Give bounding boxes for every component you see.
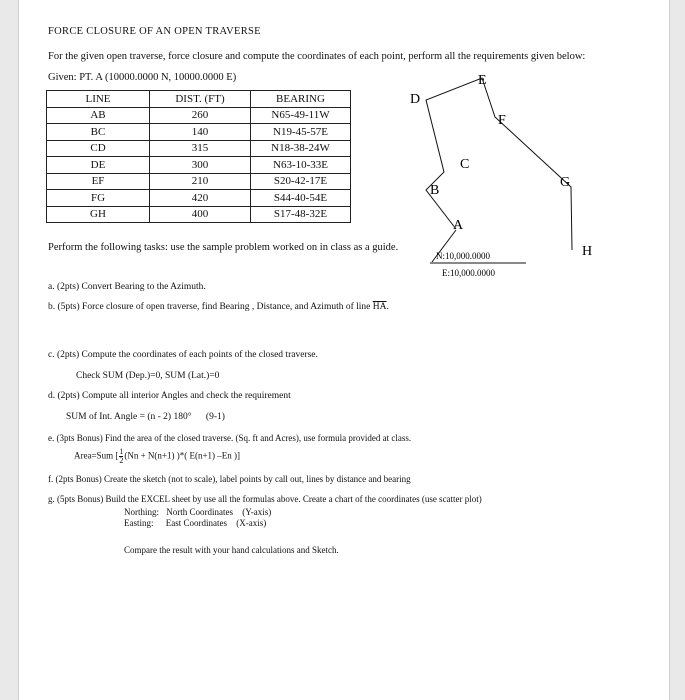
cell-distance: 300 <box>150 157 251 174</box>
area-formula-suffix: (Nn + N(n+1) )*( E(n+1) –En )] <box>124 450 241 461</box>
compare-text: Compare the result with your hand calculations and Sketch. <box>124 545 339 555</box>
traverse-sketch <box>19 0 669 300</box>
northing-value: North Coordinates <box>166 507 233 517</box>
cell-bearing: S44-40-54E <box>251 190 351 207</box>
task-d: d. (2pts) Compute all interior Angles and check the requirement <box>48 391 291 401</box>
point-label-d: D <box>410 92 421 107</box>
cell-line: AB <box>47 107 150 124</box>
cell-line: DE <box>47 157 150 174</box>
cell-distance: 140 <box>150 124 251 141</box>
northing-label: Northing: <box>124 507 159 517</box>
area-formula-prefix: Area=Sum [ <box>74 450 119 461</box>
cell-line: GH <box>47 206 150 223</box>
cell-line: BC <box>47 124 150 141</box>
easting-axis: (X-axis) <box>236 518 267 528</box>
northing-row <box>124 507 271 517</box>
task-b-suffix: . <box>386 302 389 312</box>
point-label-c: C <box>460 157 470 172</box>
task-b <box>48 302 389 312</box>
task-b-text: b. (5pts) Force closure of open traverse, find Bearing , Distance, and Azimuth of line <box>48 302 373 312</box>
area-formula <box>74 448 240 465</box>
cell-bearing: S20-42-17E <box>251 173 351 190</box>
north-coordinate: N:10,000.0000 <box>436 251 490 261</box>
header-bearing: BEARING <box>251 91 351 108</box>
point-label-a: A <box>453 218 464 233</box>
interior-angle-formula: SUM of Int. Angle = (n - 2) 180° <box>66 412 192 422</box>
header-distance: DIST. (FT) <box>150 91 251 108</box>
cell-distance: 260 <box>150 107 251 124</box>
cell-line: EF <box>47 173 150 190</box>
point-label-b: B <box>430 183 440 198</box>
easting-value: East Coordinates <box>165 518 227 528</box>
traverse-line <box>426 78 572 250</box>
task-d-sum <box>66 412 225 422</box>
point-label-g: G <box>560 175 571 190</box>
header-line: LINE <box>47 91 150 108</box>
point-label-f: F <box>498 113 506 128</box>
cell-bearing: N18-38-24W <box>251 140 351 157</box>
half-fraction <box>119 448 123 465</box>
document-title: FORCE CLOSURE OF AN OPEN TRAVERSE <box>48 26 261 37</box>
cell-distance: 315 <box>150 140 251 157</box>
task-c: c. (2pts) Compute the coordinates of each points of the closed traverse. <box>48 350 318 360</box>
fraction-denominator: 2 <box>119 456 124 465</box>
cell-line: CD <box>47 140 150 157</box>
easting-row <box>124 518 266 528</box>
given-text: Given: PT. A (10000.0000 N, 10000.0000 E) <box>48 72 237 83</box>
cell-bearing: N65-49-11W <box>251 107 351 124</box>
point-label-e: E <box>478 73 487 88</box>
perform-text: Perform the following tasks: use the sample problem worked on in class as a guide. <box>48 242 399 253</box>
cell-distance: 420 <box>150 190 251 207</box>
task-a: a. (2pts) Convert Bearing to the Azimuth. <box>48 282 206 292</box>
cell-bearing: N63-10-33E <box>251 157 351 174</box>
formula-reference: (9-1) <box>205 412 225 422</box>
task-c-check: Check SUM (Dep.)=0, SUM (Lat.)=0 <box>76 371 220 381</box>
document-page <box>18 0 670 700</box>
task-f: f. (2pts Bonus) Create the sketch (not to scale), label points by call out, lines by distance and bearing <box>48 474 411 484</box>
point-label-h: H <box>582 244 593 259</box>
task-g: g. (5pts Bonus) Build the EXCEL sheet by use all the formulas above. Create a chart of the coordinates (use scatter plot) <box>48 494 482 504</box>
east-coordinate: E:10,000.0000 <box>442 268 495 278</box>
cell-bearing: N19-45-57E <box>251 124 351 141</box>
cell-line: FG <box>47 190 150 207</box>
line-ha: $\overline{HA}$ <box>372 302 387 312</box>
task-e: e. (3pts Bonus) Find the area of the closed traverse. (Sq. ft and Acres), use formula provided at class. <box>48 433 412 443</box>
cell-distance: 210 <box>150 173 251 190</box>
easting-label: Easting: <box>124 518 154 528</box>
northing-axis: (Y-axis) <box>242 507 272 517</box>
fraction-numerator: 1 <box>119 447 124 456</box>
intro-text: For the given open traverse, force closure and compute the coordinates of each point, perform all the requirements given below: <box>48 51 586 62</box>
cell-bearing: S17-48-32E <box>251 206 351 223</box>
cell-distance: 400 <box>150 206 251 223</box>
